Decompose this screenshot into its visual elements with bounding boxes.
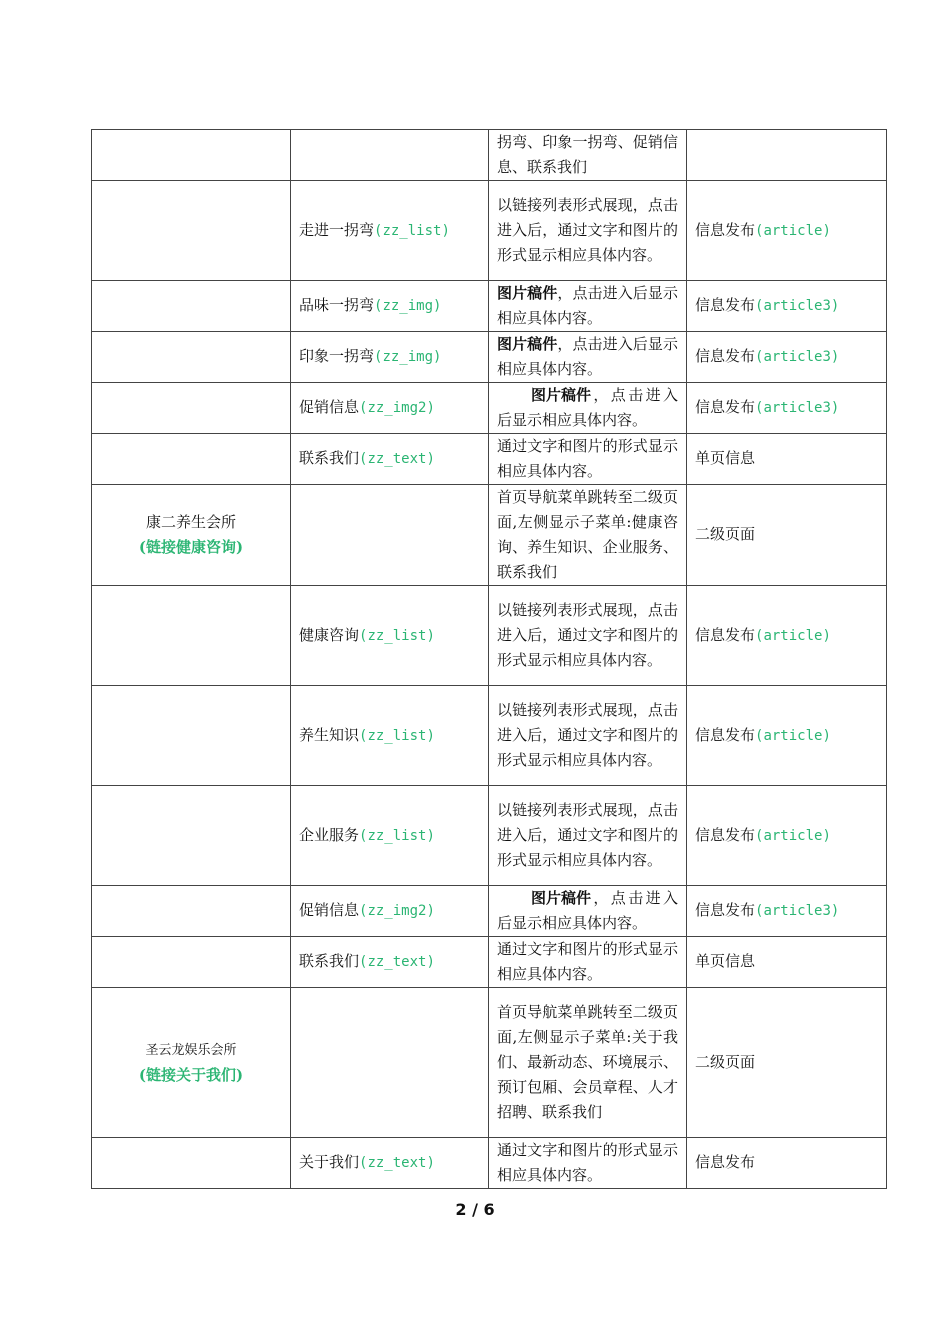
cell-type [687,485,887,586]
cell-site [92,886,291,937]
menu-name: 走进一拐弯 [299,220,375,239]
desc-text: 通过文字和图片的形式显示相应具体内容。 [497,437,678,480]
cell-site [92,434,291,485]
cell-menu [291,383,489,434]
menu-name: 联系我们 [299,449,360,467]
menu-name: 联系我们 [299,952,360,970]
cell-site [92,383,291,434]
menu-code: (zz_list) [359,627,435,644]
menu-code: (zz_list) [374,222,450,239]
menu-code: (zz_list) [359,827,435,844]
type-name: 信息发布 [695,1153,756,1171]
type-name: 二级页面 [695,525,756,543]
table-row [92,281,887,332]
desc-text: 以链接列表形式展现，点击进入后，通过文字和图片的形式显示相应具体内容。 [497,701,678,769]
menu-name: 促销信息 [299,398,360,416]
cell-type [687,937,887,988]
cell-site [92,332,291,383]
menu-name: 健康咨询 [299,625,360,644]
type-name: 单页信息 [695,952,756,970]
cell-site [92,786,291,886]
table-row [92,937,887,988]
cell-type [687,383,887,434]
type-name: 信息发布 [695,725,756,744]
cell-menu [291,181,489,281]
desc-text: 拐弯、印象一拐弯、促销信息、联系我们 [497,133,678,176]
cell-desc [489,181,687,281]
menu-name: 养生知识 [299,725,360,744]
menu-code: (zz_img) [374,298,442,314]
menu-name: 促销信息 [299,901,360,919]
cell-type [687,988,887,1138]
table-row [92,434,887,485]
type-name: 二级页面 [695,1052,756,1071]
cell-site [92,181,291,281]
cell-site [92,686,291,786]
type-name: 信息发布 [695,296,756,314]
type-code: (article) [755,222,831,239]
cell-desc [489,281,687,332]
cell-menu [291,332,489,383]
type-code: (article) [755,727,831,744]
desc-text: ，点击进入后显示相应具体内容。 [497,386,678,429]
menu-code: (zz_text) [359,1155,435,1171]
type-code: (article3) [755,349,840,365]
desc-bold: 图片稿件 [531,889,592,907]
cell-site [92,281,291,332]
type-name: 单页信息 [695,449,756,467]
cell-type [687,281,887,332]
desc-text: 以链接列表形式展现，点击进入后，通过文字和图片的形式显示相应具体内容。 [497,601,678,669]
type-code: (article) [755,627,831,644]
cell-type [687,1138,887,1189]
desc-text: 通过文字和图片的形式显示相应具体内容。 [497,1141,678,1184]
menu-name: 印象一拐弯 [299,347,375,365]
desc-bold: 图片稿件 [497,335,558,353]
cell-menu [291,886,489,937]
site-name: 康二养生会所 [145,513,236,531]
type-code: (article) [755,827,831,844]
desc-text: 首页导航菜单跳转至二级页面,左侧显示子菜单:健康咨询、养生知识、企业服务、联系我们 [497,488,678,581]
table-row [92,181,887,281]
cell-type [687,434,887,485]
cell-site [92,130,291,181]
cell-desc [489,886,687,937]
type-name: 信息发布 [695,347,756,365]
cell-menu [291,786,489,886]
type-name: 信息发布 [695,398,756,416]
cell-menu [291,586,489,686]
cell-menu [291,686,489,786]
cell-type [687,181,887,281]
table-row [92,332,887,383]
menu-code: (zz_list) [359,727,435,744]
menu-name: 企业服务 [299,825,360,844]
cell-desc [489,332,687,383]
site-link: (链接关于我们) [138,1066,244,1084]
cell-type [687,686,887,786]
cell-desc [489,1138,687,1189]
spec-table [91,129,887,1189]
desc-text: 以链接列表形式展现，点击进入后，通过文字和图片的形式显示相应具体内容。 [497,801,678,869]
cell-menu [291,130,489,181]
cell-site [92,586,291,686]
cell-desc [489,130,687,181]
type-name: 信息发布 [695,625,756,644]
menu-name: 关于我们 [299,1153,360,1171]
type-code: (article3) [755,400,840,416]
table-row [92,786,887,886]
type-code: (article3) [755,298,840,314]
cell-menu [291,937,489,988]
type-name: 信息发布 [695,825,756,844]
desc-bold: 图片稿件 [531,386,592,404]
cell-menu [291,1138,489,1189]
cell-type [687,130,887,181]
type-name: 信息发布 [695,901,756,919]
cell-desc [489,786,687,886]
cell-desc [489,383,687,434]
cell-menu [291,988,489,1138]
table-row [92,988,887,1138]
table-row [92,686,887,786]
menu-code: (zz_img2) [359,903,435,919]
menu-code: (zz_text) [359,451,435,467]
desc-text: ，点击进入后显示相应具体内容。 [497,889,678,932]
table-row [92,1138,887,1189]
cell-site [92,937,291,988]
table-row [92,886,887,937]
menu-code: (zz_text) [359,954,435,970]
cell-type [687,586,887,686]
menu-name: 品味一拐弯 [299,296,375,314]
cell-menu [291,434,489,485]
menu-code: (zz_img2) [359,400,435,416]
table-row [92,586,887,686]
page-number: 2 / 6 [455,1200,495,1219]
cell-desc [489,937,687,988]
cell-desc [489,988,687,1138]
cell-site [92,1138,291,1189]
cell-type [687,786,887,886]
type-name: 信息发布 [695,220,756,239]
table-row [92,485,887,586]
desc-text: ，点击进入后显示相应具体内容。 [497,284,678,327]
cell-site [92,485,291,586]
cell-desc [489,586,687,686]
cell-site [92,988,291,1138]
cell-menu [291,485,489,586]
table-row [92,130,887,181]
desc-text: 首页导航菜单跳转至二级页面,左侧显示子菜单:关于我们、最新动态、环境展示、预订包厢、会员章程、人才招聘、联系我们 [497,1003,678,1121]
desc-bold: 图片稿件 [497,284,558,302]
cell-desc [489,686,687,786]
site-name: 圣云龙娱乐会所 [145,1043,237,1058]
table-row [92,383,887,434]
desc-text: 以链接列表形式展现，点击进入后，通过文字和图片的形式显示相应具体内容。 [497,196,678,264]
cell-type [687,332,887,383]
cell-desc [489,434,687,485]
menu-code: (zz_img) [374,349,442,365]
site-link: (链接健康咨询) [138,538,244,556]
cell-menu [291,281,489,332]
desc-text: 通过文字和图片的形式显示相应具体内容。 [497,940,678,983]
type-code: (article3) [755,903,840,919]
cell-type [687,886,887,937]
cell-desc [489,485,687,586]
desc-text: ，点击进入后显示相应具体内容。 [497,335,678,378]
